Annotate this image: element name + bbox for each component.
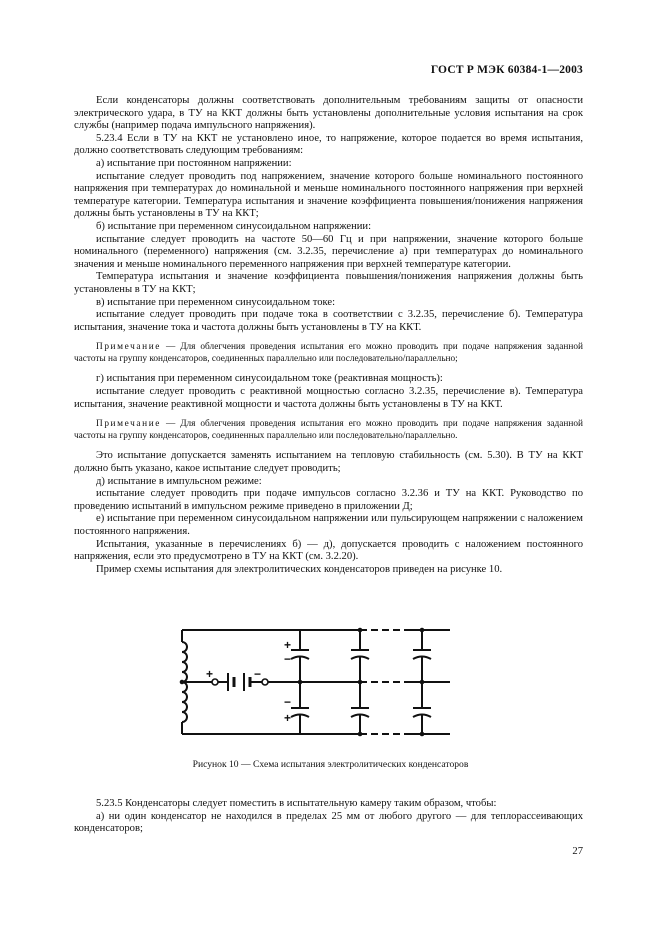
paragraph: 5.23.4 Если в ТУ на ККТ не установлено иное, то напряжение, которое подается во время испытания, должно соответствовать следующим требованиям: [74, 132, 583, 157]
paragraph: а) испытание при постоянном напряжении: [96, 157, 292, 169]
paragraph: Температура испытания и значение коэффициента повышения/понижения напряжения должны быть установлены в ТУ на ККТ; [74, 271, 583, 295]
paragraph: в) испытание при переменном синусоидальном токе: [96, 296, 336, 308]
bottom-text [74, 798, 583, 836]
paragraph: испытание следует проводить на частоте 50—60 Гц и при напряжении, значение которого больше номинального (переменного) напряжения (см. 3.2.35, перечисление а) при температурах до номинального значения и меньше номинального переменного напряжения при верхней температуре категории. [74, 233, 583, 270]
cap2-minus-sign: − [284, 695, 292, 709]
paragraph: б) испытание при переменном синусоидальном напряжении: [96, 220, 372, 232]
note-text: — Для облегчения проведения испытания его можно проводить при подаче напряжения заданной частоты на группу конденсаторов, соединенных параллельно или последовательно/параллельно. [74, 419, 583, 441]
paragraph: испытание следует проводить при подаче импульсов согласно 3.2.36 и ТУ на ККТ. Руководство по проведению испытаний в импульсном режиме приведено в приложении Д; [74, 488, 583, 512]
paragraph: а) ни один конденсатор не находился в пределах 25 мм от любого другого — для теплорассеивающих конденсаторов; [74, 810, 583, 835]
test-circuit-diagram [170, 622, 470, 742]
paragraph: Если конденсаторы должны соответствовать дополнительным требованиям защиты от опасности электрического удара, в ТУ на ККТ должны быть установлены дополнительные условия испытания на срок службы (например подача импульсного напряжения). [74, 95, 583, 132]
source-minus-sign: − [254, 667, 262, 681]
document-header: ГОСТ Р МЭК 60384-1—2003 [430, 64, 583, 76]
paragraph: Это испытание допускается заменять испытанием на тепловую стабильность (см. 5.30). В ТУ на ККТ должно быть указано, какое испытание следует проводить; [74, 450, 583, 475]
paragraph: 5.23.5 Конденсаторы следует поместить в испытательную камеру таким образом, чтобы: [96, 798, 497, 809]
paragraph: д) испытание в импульсном режиме: [96, 475, 262, 487]
source-plus-sign: + [206, 667, 214, 681]
cap2-plus-sign: + [284, 711, 292, 725]
paragraph: испытание следует проводить при подаче тока в соответствии с 3.2.35, перечисление б). Температура испытания, значение тока и частота должны быть установлены в ТУ на ККТ. [74, 309, 583, 333]
note-label: Примечание [96, 419, 161, 430]
paragraph: Пример схемы испытания для электролитических конденсаторов приведен на рисунке 10. [96, 563, 503, 575]
note [74, 342, 583, 365]
cap1-plus-sign: + [284, 638, 292, 652]
page-number: 27 [572, 846, 583, 857]
paragraph: е) испытание при переменном синусоидальном напряжении или пульсирующем напряжении с наложением постоянного напряжения. [74, 513, 583, 537]
cap1-minus-sign: − [284, 652, 292, 666]
paragraph: Испытания, указанные в перечислениях б) — д), допускается проводить с наложением постоянного напряжения, если это предусмотрено в ТУ на ККТ (см. 3.2.20). [74, 538, 583, 563]
main-text [74, 95, 583, 576]
figure-caption: Рисунок 10 — Схема испытания электролитических конденсаторов [192, 759, 469, 770]
note [74, 419, 583, 442]
paragraph: г) испытания при переменном синусоидальном токе (реактивная мощность): [96, 373, 443, 385]
paragraph: испытание следует проводить с реактивной мощностью согласно 3.2.35, перечисление в). Температура испытания, значение реактивной мощности и частота должны быть установлены в ТУ на ККТ. [74, 386, 583, 410]
paragraph: испытание следует проводить под напряжением, значение которого больше номинального постоянного напряжения при температурах до номинальной и меньше номинального постоянного напряжения при верхней температуре категории. Температура испытания и значение коэффициента повышения/понижения напряжения должны быть установлены в ТУ на ККТ; [74, 170, 583, 220]
note-label: Примечание [96, 342, 161, 353]
note-text: — Для облегчения проведения испытания его можно проводить при подаче напряжения заданной частоты на группу конденсаторов, соединенных параллельно или последовательно/параллельно; [74, 342, 583, 364]
